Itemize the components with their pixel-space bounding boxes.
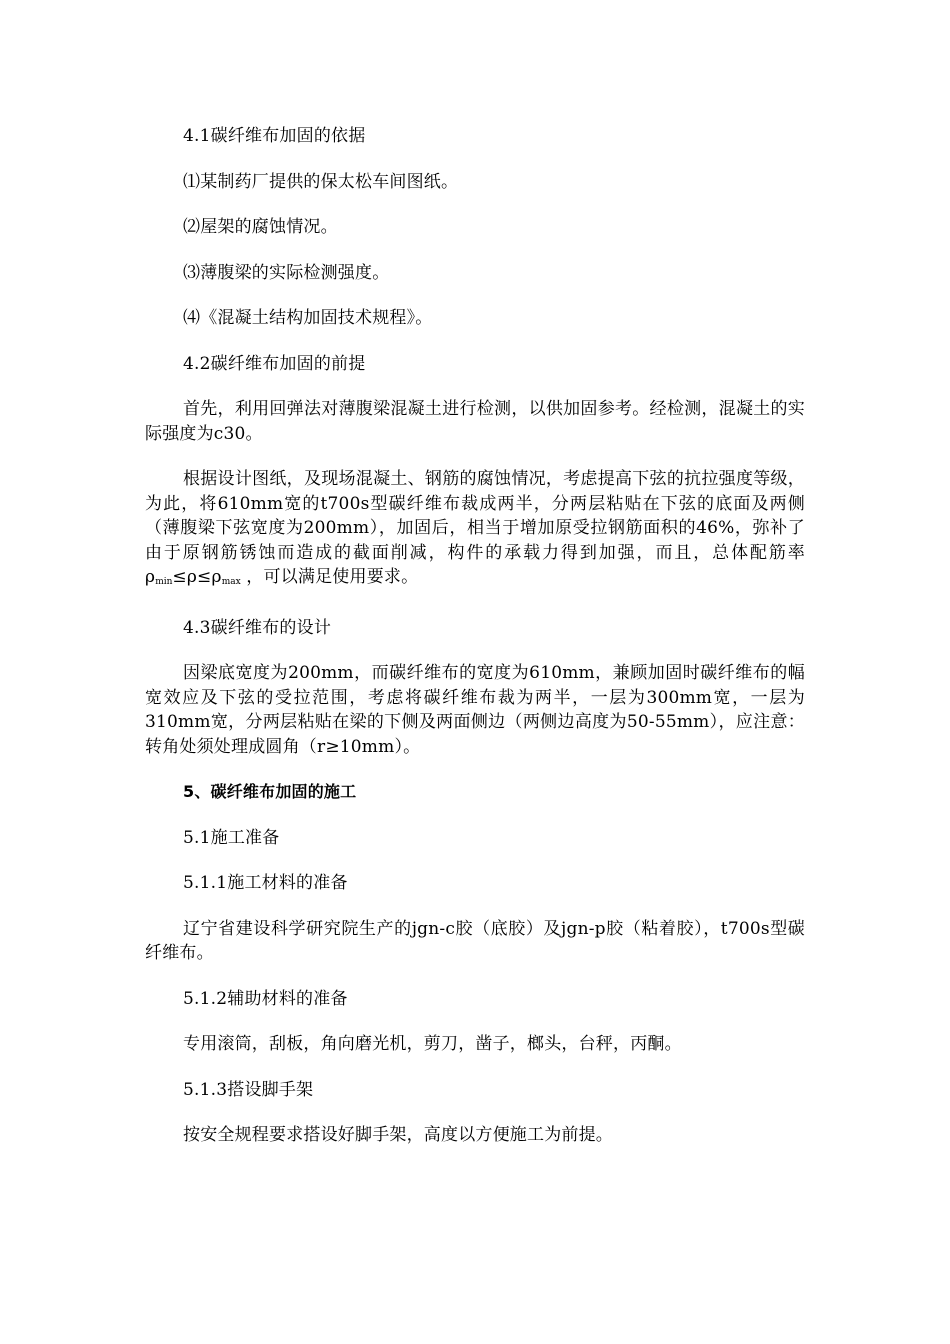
paragraph-4-2-1: 首先，利用回弹法对薄腹梁混凝土进行检测，以供加固参考。经检测，混凝土的实际强度为c30。	[145, 399, 805, 444]
paragraph-5-1-2: 专用滚筒，刮板，角向磨光机，剪刀，凿子，榔头，台秤，丙酮。	[183, 1034, 682, 1054]
heading-5-1-2: 5.1.2辅助材料的准备	[183, 988, 348, 1009]
heading-4-3: 4.3碳纤维布的设计	[183, 617, 332, 638]
document-page	[145, 124, 805, 1169]
subscript-max: max	[221, 577, 241, 587]
paragraph-5-1-1: 辽宁省建设科学研究院生产的jgn-c胶（底胶）及jgn-p胶（粘着胶），t700s型碳纤维布。	[145, 918, 805, 963]
subscript-min: min	[155, 577, 173, 587]
paragraph-text-end: ，可以满足使用要求。	[240, 567, 419, 587]
list-item: ⑷《混凝土结构加固技术规程》。	[183, 308, 433, 328]
paragraph-4-3: 因梁底宽度为200mm，而碳纤维布的宽度为610mm，兼顾加固时碳纤维布的幅宽效应及下弦的受拉范围，考虑将碳纤维布裁为两半，一层为300mm宽，一层为310mm宽，分两层粘贴在梁的下侧及两面侧边（两侧边高度为50-55mm），应注意：转角处须处理成圆角（r≥10mm）。	[145, 663, 805, 757]
heading-5-1-1: 5.1.1施工材料的准备	[183, 873, 348, 893]
heading-5-1-3: 5.1.3搭设脚手架	[183, 1079, 314, 1100]
paragraph-4-2-2	[145, 467, 805, 595]
list-item: ⑶薄腹梁的实际检测强度。	[183, 262, 390, 283]
heading-5: 5、碳纤维布加固的施工	[183, 782, 357, 801]
paragraph-5-1-3: 按安全规程要求搭设好脚手架，高度以方便施工为前提。	[183, 1125, 613, 1145]
list-item: ⑴某制药厂提供的保太松车间图纸。	[183, 171, 459, 192]
heading-4-2: 4.2碳纤维布加固的前提	[183, 353, 366, 374]
heading-5-1: 5.1施工准备	[183, 827, 280, 848]
heading-4-1: 4.1碳纤维布加固的依据	[183, 126, 366, 146]
formula-text: ≤ρ≤ρ	[172, 567, 222, 587]
paragraph-text: 根据设计图纸，及现场混凝土、钢筋的腐蚀情况，考虑提高下弦的抗拉强度等级，为此，将610mm宽的t700s型碳纤维布裁成两半，分两层粘贴在下弦的底面及两侧（薄腹梁下弦宽度为200mm），加固后，相当于增加原受拉钢筋面积的46%，弥补了由于原钢筋锈蚀而造成的截面削减，构件的承载力得到加强，而且，总体配筋率 ρ	[145, 469, 805, 587]
list-item: ⑵屋架的腐蚀情况。	[183, 217, 338, 237]
